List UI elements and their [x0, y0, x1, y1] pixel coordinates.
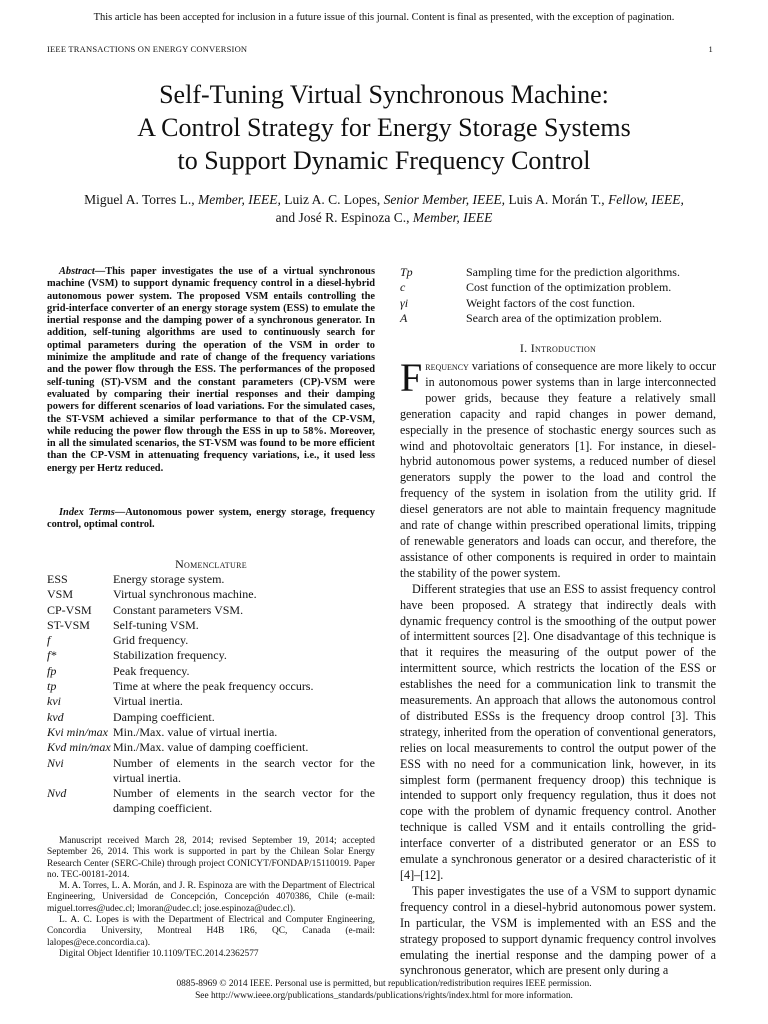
nomenclature-desc: Search area of the optimization problem.: [466, 310, 662, 325]
nomenclature-symbol: Tp: [400, 265, 413, 279]
author-list: [40, 191, 728, 227]
page-number: 1: [708, 44, 713, 54]
journal-name: IEEE TRANSACTIONS ON ENERGY CONVERSION: [47, 44, 248, 54]
nomenclature-symbol: γi: [400, 295, 409, 310]
author-role: Member, IEEE: [412, 210, 493, 225]
index-terms-text: —Autonomous power system, energy storage, frequency control, optimal control.: [47, 507, 375, 531]
paragraph: This paper investigates the use of a VSM to support dynamic frequency control in a diesel-hybrid autonomous power system. In particular, the VSM is implemented with an ESS and the strategy proposed to support dynamic frequency control involves emulating the inertial response and the damping power of a synchronous generator, which are present only during a: [400, 883, 716, 978]
abstract-text: —This paper investigates the use of a virtual synchronous machine (VSM) to support dynamic frequency control in a diesel-hybrid autonomous power system. The proposed VSM entails controlling the grid-interface converter of an energy storage system (ESS) to emulate the inertial response and the damping power of a synchronous generator. In addition, self-tuning algorithms are used to continuously search for optimal parameters during the operation of the VSM in order to minimize the amplitude and rate of change of the frequency variations and the power flow through the ESS. The performances of the proposed self-tuning (ST)-VSM and the constant parameters (CP)-VSM were evaluated by comparing their inertial responses and their damping powers for different scenarios of load variations. For the simulated cases, the ST-VSM achieved a similar performance to that of the CP-VSM, while reducing the power flow through the ESS in up to 58%. Moreover, in all the simulated scenarios, the ST-VSM was found to be more efficient than the CP-VSM in attenuating frequency variations, i.e., it used less energy per Hertz reduced.: [47, 266, 375, 474]
nomenclature-row: [400, 311, 680, 326]
title-line: Self-Tuning Virtual Synchronous Machine:: [159, 80, 609, 109]
author-role: Member, IEEE,: [197, 192, 281, 207]
nomenclature-symbol: ST-VSM: [47, 617, 90, 632]
nomenclature-symbol: f*: [47, 648, 57, 663]
copyright-line: 0885-8969 © 2014 IEEE. Personal use is permitted, but republication/redistribution requires IEEE permission.: [176, 979, 592, 989]
nomenclature-row: [47, 740, 375, 755]
rights-url-line: See http://www.ieee.org/publications_standards/publications/rights/index.html for more information.: [195, 991, 573, 1001]
paper-title: [0, 78, 768, 177]
author-name: Miguel A. Torres L.,: [84, 192, 195, 207]
paragraph: [400, 355, 716, 582]
nomenclature-row: [47, 648, 375, 663]
nomenclature-row: [47, 587, 375, 602]
nomenclature-desc: Virtual inertia.: [113, 694, 183, 709]
index-terms-label: Index Terms: [59, 507, 115, 518]
nomenclature-row: [47, 725, 375, 740]
nomenclature-symbol: Kvd min/max: [47, 740, 111, 755]
nomenclature-desc: Number of elements in the search vector for the virtual inertia.: [113, 755, 375, 785]
paragraph: Different strategies that use an ESS to assist frequency control have been proposed. A strategy that indirectly deals with dynamic frequency control is the smoothing of the output power of intermittent sources [2]. One disadvantage of this technique is that it requires the measuring of the output power of the intermittent source, which restricts the location of the ESS or establishes the need for a communication link to transmit the measurements. An approach that allows the autonomous control of distributed ESSs is the frequency droop control [3]. This strategy, inherited from the operation of conventional generators, relies on local measurements to control the output power of the ESS with no need for a communication link, however, in its simplest form (permanent frequency droop) this technique is intended to support only frequency regulation, thus it does not cope with the problem of dynamic frequency control. Another technique is called VSM and it entails controlling the grid-interface converter of a distributed generator or an ESS to emulate a synchronous generator or a desired characteristic of it [4]–[12].: [400, 581, 716, 882]
nomenclature-heading: Nomenclature: [175, 557, 247, 571]
nomenclature-row: [47, 679, 375, 694]
abstract-label: Abstract: [59, 266, 95, 277]
abstract: [47, 266, 375, 475]
nomenclature-desc: Min./Max. value of virtual inertia.: [113, 724, 278, 739]
nomenclature-symbol: CP-VSM: [47, 602, 92, 617]
nomenclature-desc: Number of elements in the search vector for the damping coefficient.: [113, 786, 375, 816]
nomenclature-desc: Constant parameters VSM.: [113, 602, 244, 617]
nomenclature-row: [47, 710, 375, 725]
nomenclature-desc: Grid frequency.: [113, 633, 189, 648]
nomenclature-symbol: kvd: [47, 709, 64, 724]
author-name: and José R. Espinoza C.,: [275, 210, 410, 225]
nomenclature-desc: Virtual synchronous machine.: [113, 587, 257, 602]
nomenclature-row: [47, 664, 375, 679]
title-line: A Control Strategy for Energy Storage Systems: [137, 113, 631, 142]
author-name: Luis A. Morán T.,: [508, 192, 605, 207]
nomenclature-row: [47, 633, 375, 648]
author-name: Luiz A. C. Lopes,: [284, 192, 381, 207]
nomenclature-symbol: fp: [47, 663, 57, 678]
running-header: [47, 44, 713, 54]
nomenclature-symbol: VSM: [47, 587, 74, 602]
nomenclature-desc: Cost function of the optimization problem.: [466, 280, 672, 295]
nomenclature-symbol: c: [400, 280, 406, 295]
nomenclature-symbol: A: [400, 310, 408, 325]
nomenclature-desc: Stabilization frequency.: [113, 648, 227, 663]
copyright-footer: [0, 978, 768, 1002]
title-line: to Support Dynamic Frequency Control: [177, 146, 591, 175]
footnote-doi: Digital Object Identifier 10.1109/TEC.2014.2362577: [59, 948, 259, 959]
footnote: [47, 836, 375, 960]
nomenclature-row: [400, 296, 680, 311]
nomenclature-row: [47, 756, 375, 787]
nomenclature-symbol: Kvi min/max: [47, 724, 108, 739]
nomenclature-desc: Time at where the peak frequency occurs.: [113, 679, 314, 694]
nomenclature-row: [47, 572, 375, 587]
nomenclature-symbol: kvi: [47, 694, 61, 709]
footnote-affiliation: L. A. C. Lopes is with the Department of Electrical and Computer Engineering, Concordia University, Montreal H4B 1R6, QC, Canada (e-mail: lalopes@ece.concordia.ca).: [47, 915, 375, 948]
nomenclature-row: [47, 694, 375, 709]
paragraph-text: variations of consequence are more likely to occur in autonomous power systems than in large interconnected power grids, because they feature a relatively small generation capacity and rapid changes in power demand, especially in the presence of stochastic energy sources such as wind and photovoltaic generators [1]. For instance, in diesel-hybrid autonomous power systems, a reduced number of diesel generators supply the power to the load and control the frequency of the system in isolation from the utility grid. If diesel generators are not able to maintain frequency magnitude and rate of change within prescribed operational limits, tripping of renewable generators and loads can occur, and therefore, the assistance of other components is required in order to maintain the stability of the power system.: [400, 359, 716, 580]
nomenclature-symbol: Nvi: [47, 755, 64, 770]
section-heading: I. Introduction: [519, 341, 597, 355]
nomenclature-row: [400, 280, 680, 295]
author-role: Senior Member, IEEE,: [383, 192, 506, 207]
first-word: requency: [425, 359, 469, 373]
index-terms: [47, 507, 375, 532]
nomenclature-row: [47, 603, 375, 618]
nomenclature-table: [47, 572, 375, 817]
nomenclature-desc: Damping coefficient.: [113, 709, 215, 724]
nomenclature-desc: Weight factors of the cost function.: [466, 295, 635, 310]
nomenclature-desc: Self-tuning VSM.: [113, 617, 199, 632]
nomenclature-desc: Min./Max. value of damping coefficient.: [113, 740, 309, 755]
nomenclature-desc: Peak frequency.: [113, 663, 190, 678]
nomenclature-symbol: tp: [47, 679, 57, 694]
drop-cap: F: [400, 355, 423, 400]
nomenclature-table-continued: [400, 265, 716, 326]
nomenclature-symbol: ESS: [47, 572, 68, 586]
nomenclature-desc: Energy storage system.: [113, 572, 225, 586]
author-role: Fellow, IEEE,: [608, 192, 684, 207]
footnote-manuscript: Manuscript received March 28, 2014; revised September 19, 2014; accepted September 26, 2014. This work is supported in part by the Chilean Solar Energy Research Center (SERC-Chile) through project CONICYT/FONDAP/15110019. Paper no. TEC-00181-2014.: [47, 836, 375, 880]
footnote-affiliation: M. A. Torres, L. A. Morán, and J. R. Espinoza are with the Department of Electrical Engineering, Universidad de Concepción, Concepción 4070386, Chile (e-mail: miguel.torres@udec.cl; lmoran@udec.cl; jose.espinoza@udec.cl).: [47, 881, 375, 914]
nomenclature-row: [47, 618, 375, 633]
nomenclature-row: [47, 786, 375, 817]
nomenclature-row: [400, 265, 680, 280]
nomenclature-symbol: Nvd: [47, 786, 67, 801]
acceptance-notice: This article has been accepted for inclusion in a future issue of this journal. Content is final as presented, with the exception of pagination.: [93, 12, 675, 23]
nomenclature-symbol: f: [47, 633, 51, 648]
nomenclature-desc: Sampling time for the prediction algorithms.: [466, 265, 680, 279]
body-text: [400, 355, 716, 979]
